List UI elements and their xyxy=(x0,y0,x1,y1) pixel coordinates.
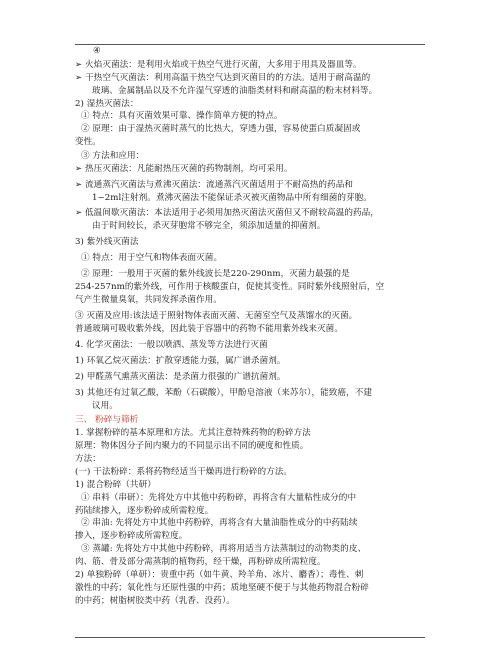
text-line: 4. 化学灭菌法：一般以喷洒、蒸发等方法进行灭菌 xyxy=(75,339,268,350)
text-line: ② 原理：一般用于灭菌的紫外线波长是220-290nm，灭菌力最强的是 xyxy=(81,269,350,280)
header-rule xyxy=(75,44,425,45)
text-line: ③ 方法和应用： xyxy=(81,150,145,161)
text-line: 2) 湿热灭菌法： xyxy=(75,98,139,109)
text-line: 2) 甲醛蒸气熏蒸灭菌法：是杀菌力很强的广谱抗菌剂。 xyxy=(75,372,286,382)
text-line: 1) 混合粉碎（共研） xyxy=(75,479,156,490)
text-line: ② 原理：由于湿热灭菌时蒸气的比热大，穿透力强，容易使蛋白质凝固或 xyxy=(81,124,361,135)
text-line: 3) 其他还有过氧乙酸，苯酚（石碳酸），甲酚皂溶液（来苏尔），能致癌，不建 xyxy=(75,388,372,399)
text-line: 肉、筋、骨及部分需蒸制的植物药，经干燥，再粉碎成所需粒度。 xyxy=(75,557,326,567)
text-line: 原理：物体因分子间内聚力的不同显示出不同的硬度和性质。 xyxy=(75,441,309,452)
text-line: (一) 干法粉碎：系将药物经适当干燥再进行粉碎的方法。 xyxy=(75,466,293,477)
text-line: 玻璃、金属制品以及不允许湿气穿透的油脂类材料和耐高温的粉末材料等。 xyxy=(92,85,378,96)
text-line: ➢ 热压灭菌法：凡能耐热压灭菌的药物制剂，均可采用。 xyxy=(75,163,293,174)
text-line: 3) 紫外线灭菌法 xyxy=(75,236,139,247)
footer-rule xyxy=(75,637,425,638)
text-line: 掺入，逐步粉碎成所需粒度。 xyxy=(75,531,188,542)
text-line: ③ 灭菌及应用:该法适于照射物体表面灭菌、无菌室空气及蒸馏水的灭菌。 xyxy=(75,310,358,321)
text-line: ② 串油: 先将处方中其他中药粉碎，再将含有大量油脂性成分的中药陆续 xyxy=(81,518,358,529)
text-line: ① 特点：具有灭菌效果可靠、操作简单方便的特点。 xyxy=(81,111,283,122)
text-line: 1. 掌握粉碎的基本原理和方法。尤其注意特殊药物的粉碎方法 xyxy=(75,428,311,439)
text-line: 方法： xyxy=(75,454,101,465)
text-line: 1~2ml注射剂。煮沸灭菌法不能保证杀灭被灭菌物品中所有细菌的芽胞。 xyxy=(92,192,372,203)
text-line: ③ 蒸罐: 先将处方中其他中药粉碎，再将用适当方法蒸制过的动物类的皮、 xyxy=(81,544,367,555)
text-line: 普通玻璃可吸收紫外线，因此装于容器中的药物不能用紫外线来灭菌。 xyxy=(75,323,343,334)
text-line: 2) 单独粉碎（单研）：贵重中药（如牛黄、羚羊角、冰片、麝香）；毒性、刺 xyxy=(75,569,364,580)
text-line: 气产生微量臭氧，共同发挥杀菌作用。 xyxy=(75,294,222,305)
text-line: ④ xyxy=(93,46,101,57)
text-line: 激性的中药；氧化性与还原性强的中药；质地坚硬不便于与其他药物混合粉碎 xyxy=(75,582,369,593)
text-line: 药陆续掺入，逐步粉碎成所需粒度。 xyxy=(75,505,214,516)
text-line: 的中药；树脂树胶类中药（乳香、没药）。 xyxy=(75,595,235,606)
text-line: ① 特点：用于空气和物体表面灭菌。 xyxy=(81,252,223,263)
text-line: 254-257nm的紫外线，可作用于核酸蛋白，促使其变性。同时紫外线照射后，空 xyxy=(75,281,385,292)
text-line: 变性。 xyxy=(75,137,101,148)
text-line: 三、 粉碎与筛析 xyxy=(75,415,139,426)
text-line: 1) 环氧乙烷灭菌法：扩散穿透能力强，属广谱杀菌剂。 xyxy=(75,355,286,366)
text-line: 议用。 xyxy=(92,400,118,411)
text-line: ➢ 干热空气灭菌法：利用高温干热空气达到灭菌目的的方法。适用于耐高温的 xyxy=(75,72,371,83)
text-line: ① 串料（串研）：先将处方中其他中药粉碎，再将含有大量粘性成分的中 xyxy=(81,492,357,503)
text-line: 由于时间较长，杀灭芽胞常不够完全，须添加适量的抑菌剂。 xyxy=(92,220,326,231)
text-line: ➢ 低温间歇灭菌法：本法适用于必须用加热灭菌法灭菌但又不耐较高温的药品， xyxy=(75,207,379,218)
text-line: ➢ 火焰灭菌法：是利用火焰或干热空气进行灭菌，大多用于用具及器皿等。 xyxy=(75,59,362,70)
text-line: ➢ 流通蒸汽灭菌法与煮沸灭菌法：流通蒸汽灭菌适用于不耐高热的药品和 xyxy=(75,179,353,190)
